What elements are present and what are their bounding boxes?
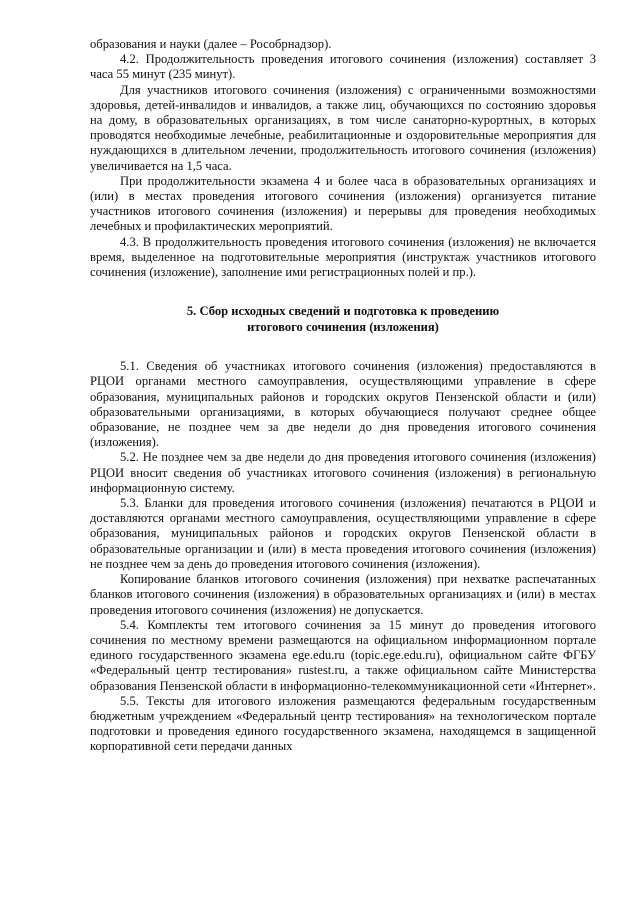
section-5-heading — [90, 303, 596, 335]
paragraph-4-2: 4.2. Продолжительность проведения итогового сочинения (изложения) составляет 3 часа 55 минут (235 минут). — [90, 52, 596, 82]
paragraph-5-1: 5.1. Сведения об участниках итогового сочинения (изложения) предоставляются в РЦОИ органами местного самоуправления, осуществляющими управление в сфере образования, муниципальных районов и городских округов Пензенской области и (или) образовательными организациями, в которых обучающиеся получают среднее общее образование, не позднее чем за две недели до дня проведения итогового сочинения (изложения). — [90, 359, 596, 450]
paragraph-5-5: 5.5. Тексты для итогового изложения размещаются федеральным государственным бюджетным учреждением «Федеральный центр тестирования» на технологическом портале подготовки и проведения единого государственного экзамена, находящемся в защищенной корпоративной сети передачи данных — [90, 693, 596, 754]
paragraph-4-2-meals: При продолжительности экзамена 4 и более часа в образовательных организациях и (или) в местах проведения итогового сочинения (изложения) организуется питание участников итогового сочинения (изложения) и перерывы для проведения необходимых лечебных и профилактических мероприятий. — [90, 173, 596, 234]
section-5-heading-line2: итогового сочинения (изложения) — [247, 320, 439, 335]
paragraph-5-2: 5.2. Не позднее чем за две недели до дня проведения итогового сочинения (изложения) РЦОИ вносит сведения об участниках итогового сочинения (изложения) в региональную информационную систему. — [90, 450, 596, 495]
paragraph-5-4: 5.4. Комплекты тем итогового сочинения за 15 минут до проведения итогового сочинения по местному времени размещаются на официальном информационном портале единого государственного экзамена ege.edu.ru (topic.ege.edu.ru), официальном сайте ФГБУ «Федеральный центр тестирования» rustest.ru, а также официальном сайте Министерства образования Пензенской области в информационно-телекоммуникационной сети «Интернет». — [90, 617, 596, 693]
paragraph-4-2-disabilities: Для участников итогового сочинения (изложения) с ограниченными возможностями здоровья, детей-инвалидов и инвалидов, а также лиц, обучающихся по состоянию здоровья на дому, в образовательных организациях, в том числе санаторно-курортных, в которых проводятся необходимые лечебные, реабилитационные и оздоровительные мероприятия для нуждающихся в длительном лечении, продолжительность итогового сочинения (изложения) увеличивается на 1,5 часа. — [90, 82, 596, 173]
paragraph-continuation: образования и науки (далее – Рособрнадзор). — [90, 37, 332, 51]
paragraph-4-3: 4.3. В продолжительность проведения итогового сочинения (изложения) не включается время, выделенное на подготовительные мероприятия (инструктаж участников итогового сочинения (изложение), заполнение ими регистрационных полей и пр.). — [90, 234, 596, 280]
paragraph-5-3: 5.3. Бланки для проведения итогового сочинения (изложения) печатаются в РЦОИ и доставляются органами местного самоуправления, осуществляющими управление в сфере образования, муниципальных районов и городских округов Пензенской области в образовательные организации и (или) в места проведения итогового сочинения (изложения) не позднее чем за день до проведения итогового сочинения (изложения). — [90, 496, 596, 571]
section-5-heading-line1: 5. Сбор исходных сведений и подготовка к проведению — [186, 304, 500, 319]
paragraph-5-3-copying: Копирование бланков итогового сочинения (изложения) при нехватке распечатанных бланков итогового сочинения (изложения) в образовательных организациях и (или) в местах проведения итогового сочинения (изложения) не допускается. — [90, 572, 596, 617]
